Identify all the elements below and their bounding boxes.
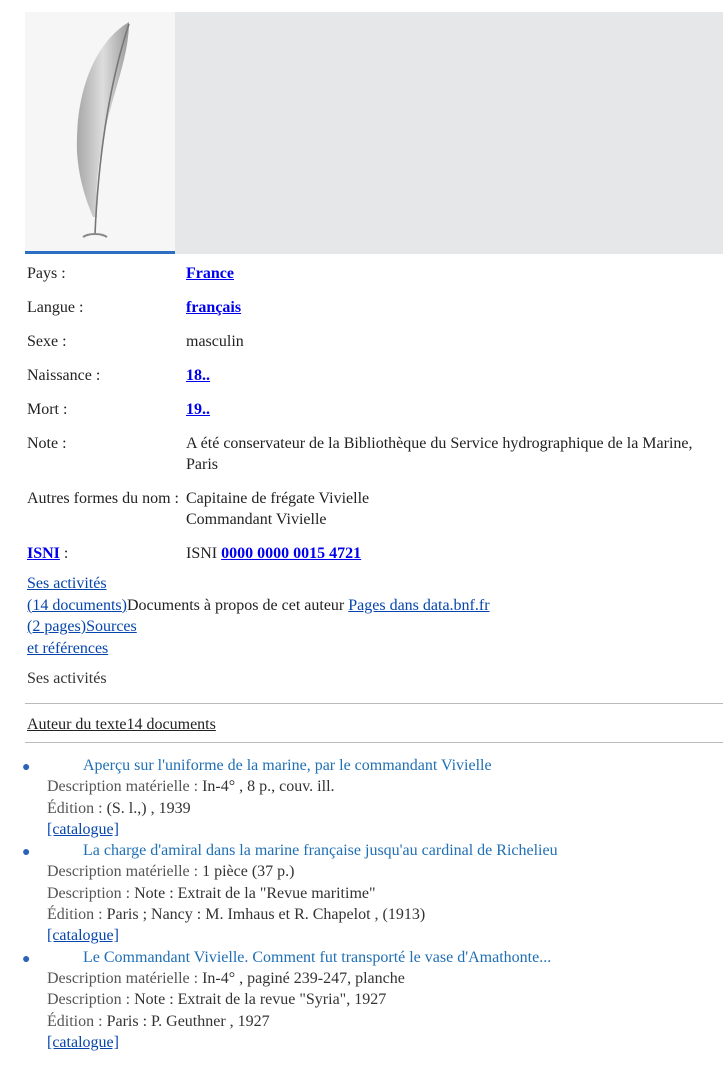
info-label: Langue : xyxy=(27,299,84,316)
author-info-table xyxy=(27,263,717,564)
quill-feather-icon xyxy=(25,12,175,251)
info-row-language xyxy=(27,297,717,331)
info-row-other-forms xyxy=(27,488,717,543)
isni-prefix: ISNI xyxy=(186,545,222,562)
death-link[interactable]: 19.. xyxy=(186,401,210,418)
info-label: Autres formes du nom : xyxy=(27,490,179,507)
bullet-icon: ● xyxy=(22,760,31,775)
document-list xyxy=(22,755,722,1053)
detail-value: 1 pièce (37 p.) xyxy=(202,863,295,881)
divider xyxy=(25,742,723,743)
document-detail xyxy=(47,883,722,904)
document-detail xyxy=(47,776,722,797)
info-label: Naissance : xyxy=(27,367,101,384)
isni-number-link[interactable]: 0000 0000 0015 4721 xyxy=(221,545,362,562)
catalogue-link[interactable]: [catalogue] xyxy=(47,1033,119,1051)
other-form: Capitaine de frégate Vivielle xyxy=(186,490,370,507)
bullet-icon: ● xyxy=(22,951,31,967)
sex-value: masculin xyxy=(186,333,244,350)
info-label: Note : xyxy=(27,435,67,452)
sources-link[interactable]: (2 pages)Sources xyxy=(27,618,137,635)
detail-value: Paris : P. Geuthner , 1927 xyxy=(106,1012,270,1030)
detail-label: Édition : xyxy=(47,1012,107,1030)
detail-value: Paris ; Nancy : M. Imhaus et R. Chapelot , (1913) xyxy=(106,906,426,924)
document-title-link[interactable]: La charge d'amiral dans la marine française jusqu'au cardinal de Richelieu xyxy=(83,842,558,860)
info-row-death xyxy=(27,399,717,433)
author-role-heading[interactable]: Auteur du texte14 documents xyxy=(27,716,216,733)
language-link[interactable]: français xyxy=(186,299,242,316)
info-label: Mort : xyxy=(27,401,68,418)
info-row-sex xyxy=(27,331,717,365)
detail-label: Édition : xyxy=(47,906,107,924)
bullet-icon: ● xyxy=(22,845,31,861)
detail-value: Note : Extrait de la "Revue maritime" xyxy=(134,884,376,902)
detail-label: Description matérielle : xyxy=(47,778,203,796)
document-detail xyxy=(47,1011,722,1032)
list-item xyxy=(22,840,722,946)
country-link[interactable]: France xyxy=(186,265,234,282)
document-detail xyxy=(47,861,722,882)
detail-value: In-4° , 8 p., couv. ill. xyxy=(202,778,335,796)
detail-value: Note : Extrait de la revue "Syria", 1927 xyxy=(134,991,387,1009)
documents-about-text: Documents à propos de cet auteur xyxy=(126,596,345,614)
detail-label: Description matérielle : xyxy=(47,969,203,987)
detail-label: Description : xyxy=(47,991,135,1009)
birth-link[interactable]: 18.. xyxy=(186,367,210,384)
detail-value: In-4° , paginé 239-247, planche xyxy=(202,969,405,987)
catalogue-link[interactable]: [catalogue] xyxy=(47,927,119,945)
catalogue-link[interactable]: [catalogue] xyxy=(47,820,119,838)
detail-value: (S. l.,) , 1939 xyxy=(106,799,191,817)
document-detail xyxy=(47,989,722,1010)
document-detail xyxy=(47,798,722,819)
note-value: A été conservateur de la Bibliothèque du Service hydrographique de la Marine, Paris xyxy=(186,435,693,473)
document-title-link[interactable]: Aperçu sur l'uniforme de la marine, par le commandant Vivielle xyxy=(83,757,492,774)
activities-link[interactable]: Ses activités xyxy=(27,575,107,592)
document-detail xyxy=(47,904,722,925)
detail-label: Description : xyxy=(47,884,135,902)
detail-label: Description matérielle : xyxy=(47,863,203,881)
activities-count-link[interactable]: (14 documents) xyxy=(27,596,127,614)
activities-heading: Ses activités xyxy=(27,670,107,687)
list-item xyxy=(22,947,722,1053)
info-label: Pays : xyxy=(27,265,66,282)
data-bnf-link[interactable]: Pages dans data.bnf.fr xyxy=(348,596,490,614)
info-row-note xyxy=(27,433,717,488)
list-item xyxy=(22,755,722,840)
isni-label-link[interactable]: ISNI xyxy=(27,545,60,562)
detail-label: Édition : xyxy=(47,799,107,817)
document-detail xyxy=(47,968,722,989)
isni-label-suffix: : xyxy=(59,545,69,562)
info-row-birth xyxy=(27,365,717,399)
info-row-isni xyxy=(27,543,717,564)
info-label: Sexe : xyxy=(27,333,67,350)
sources-link-line2[interactable]: et références xyxy=(27,639,109,657)
other-form: Commandant Vivielle xyxy=(186,511,327,528)
author-portrait xyxy=(25,12,175,254)
document-title-link[interactable]: Le Commandant Vivielle. Comment fut transporté le vase d'Amathonte... xyxy=(83,948,552,966)
activities-links xyxy=(27,573,717,659)
info-row-country xyxy=(27,263,717,297)
divider xyxy=(25,703,723,704)
